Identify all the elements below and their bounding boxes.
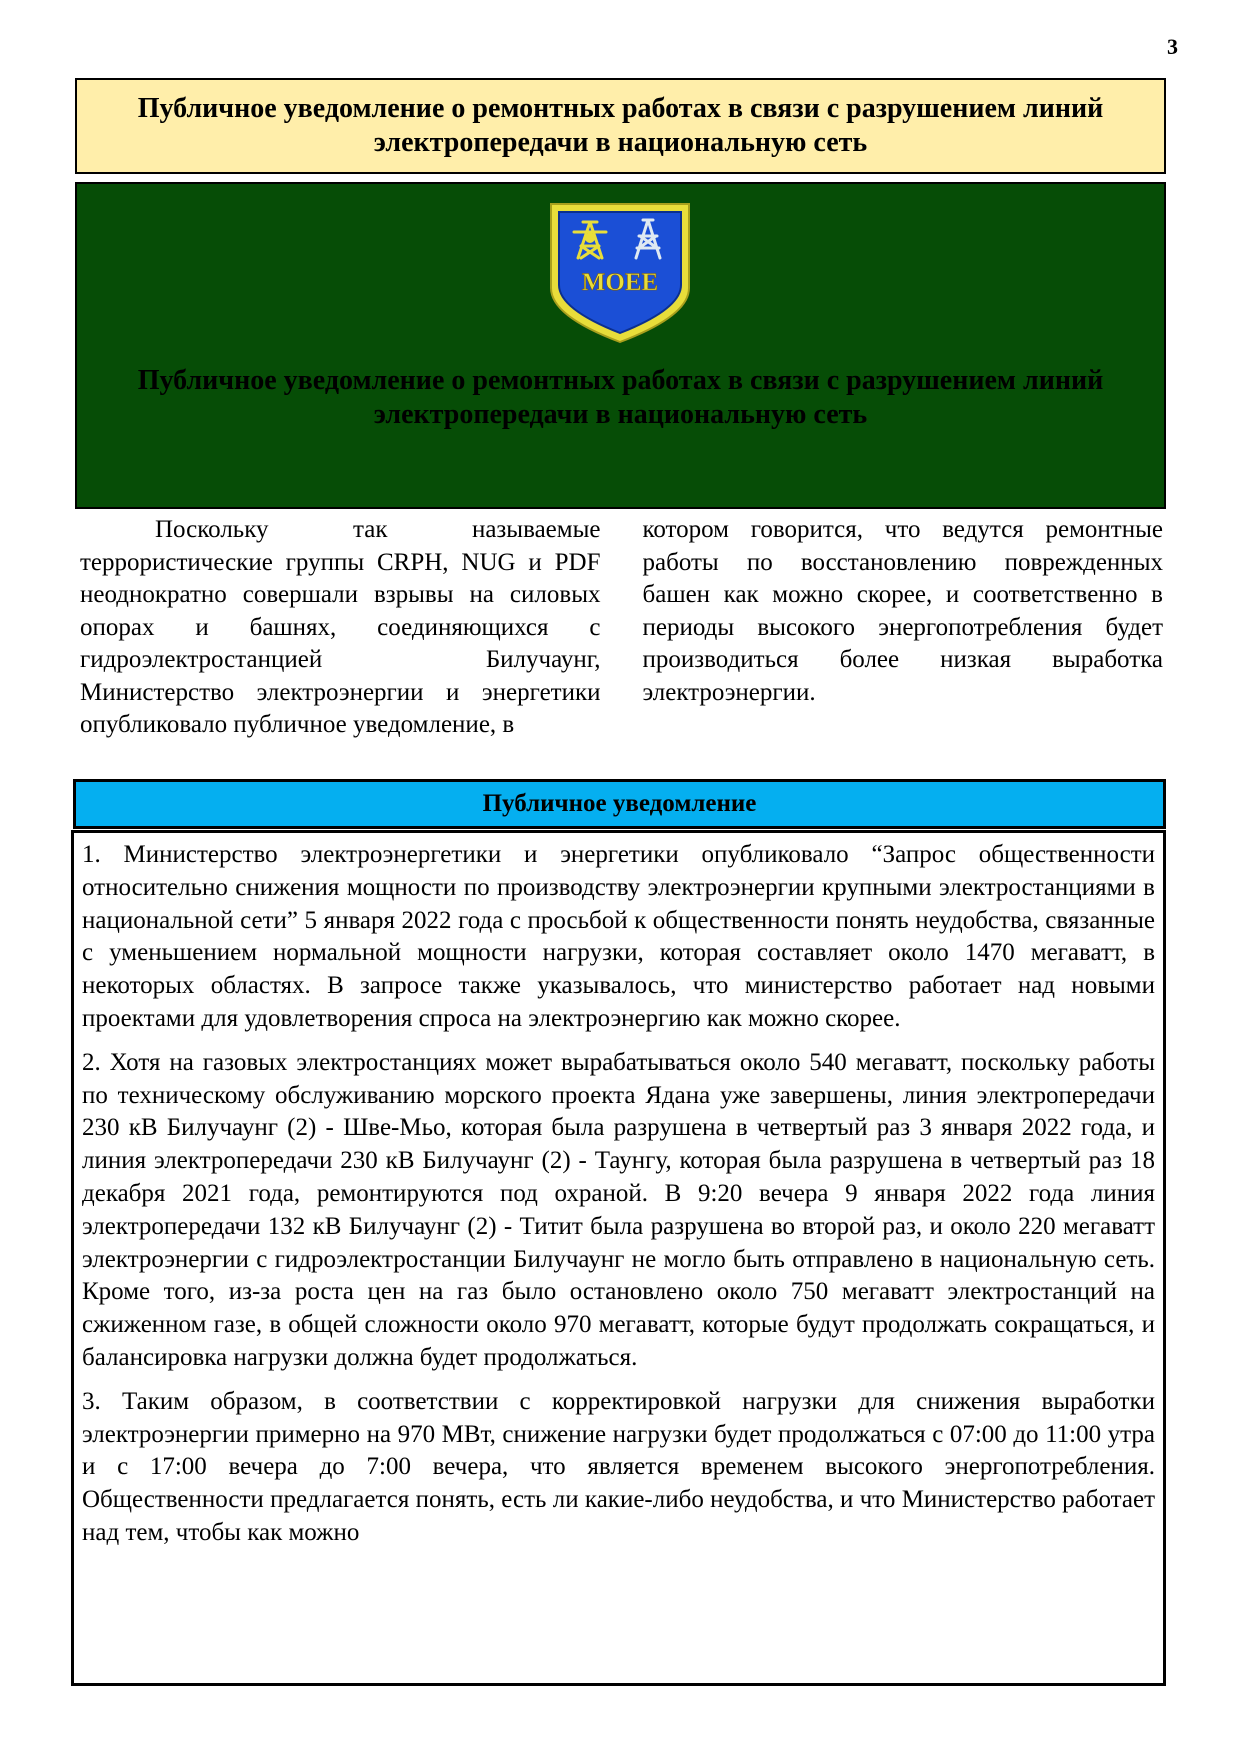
page-title-text: Публичное уведомление о ремонтных работах в связи с разрушением линий электропередачи в национальную сеть (137, 93, 1104, 158)
notice-paragraph-2: 2. Хотя на газовых электростанциях может вырабатываться около 540 мегаватт, поскольку работы по техническому обслуживанию морского проекта Ядана уже завершены, линия электропередачи 230 кВ Билучаунг (2) - Шве-Мьо, которая была разрушена в четвертый раз 3 января 2022 года, и линия электропередачи 230 кВ Билучаунг (2) - Таунгу, которая была разрушена в четвертый раз 18 декабря 2021 года, ремонтируются под охраной. В 9:20 вечера 9 января 2022 года линия электропередачи 132 кВ Билучаунг (2) - Титит была разрушена во второй раз, и около 220 мегаватт электроэнергии с гидроэлектростанции Билучаунг не могло быть отправлено в национальную сеть. Кроме того, из-за роста цен на газ было остановлено около 750 мегаватт электростанций на сжиженном газе, в общей сложности около 970 мегаватт, которые будут продолжать сокращаться, и балансировка нагрузки должна будет продолжаться. (82, 1048, 1155, 1371)
intro-column-2: котором говорится, что ведутся ремонтные работы по восстановлению поврежденных башен как можно скорее, и соответственно в периоды высокого энергопотребления будет производиться более низкая выработка электроэнергии. (642, 516, 1163, 706)
intro-column-1: Поскольку так называемые террористические группы CRPH, NUG и PDF неоднократно совершали взрывы на силовых опорах и башнях, соединяющихся с гидроэлектростанцией Билучаунг, Министерство электроэнергии и энергетики опубликовало публичное уведомление, в (80, 516, 601, 738)
banner (75, 182, 1166, 509)
notice-body (71, 830, 1166, 1686)
power-tower-shield-icon (545, 196, 695, 346)
notice-heading: Публичное уведомление (73, 779, 1166, 829)
page-number: 3 (1167, 34, 1178, 59)
notice-paragraph-3: 3. Таким образом, в соответствии с корректировкой нагрузки для снижения выработки электроэнергии примерно на 970 МВт, снижение нагрузки будет продолжаться с 07:00 до 11:00 утра и с 17:00 вечера до 7:00 вечера, что является временем высокого энергопотребления. Общественности предлагается понять, есть ли какие-либо неудобства, и что Министерство работает над тем, чтобы как можно (82, 1387, 1155, 1546)
banner-title: Публичное уведомление о ремонтных работах в связи с разрушением линий электропередачи в национальную сеть (137, 365, 1104, 430)
notice-paragraph-1: 1. Министерство электроэнергетики и энергетики опубликовало “Запрос общественности относительно снижения мощности по производству электроэнергии крупными электростанциями в национальной сети” 5 января 2022 года с просьбой к общественности понять неудобства, связанные с уменьшением нормальной мощности нагрузки, которая составляет около 1470 мегаватт, в некоторых областях. В запросе также указывалось, что министерство работает над новыми проектами для удовлетворения спроса на электроэнергию как можно скорее. (82, 841, 1155, 1032)
logo-text: MOEE (581, 269, 659, 296)
intro-columns (80, 514, 1163, 776)
page-title (75, 78, 1166, 174)
